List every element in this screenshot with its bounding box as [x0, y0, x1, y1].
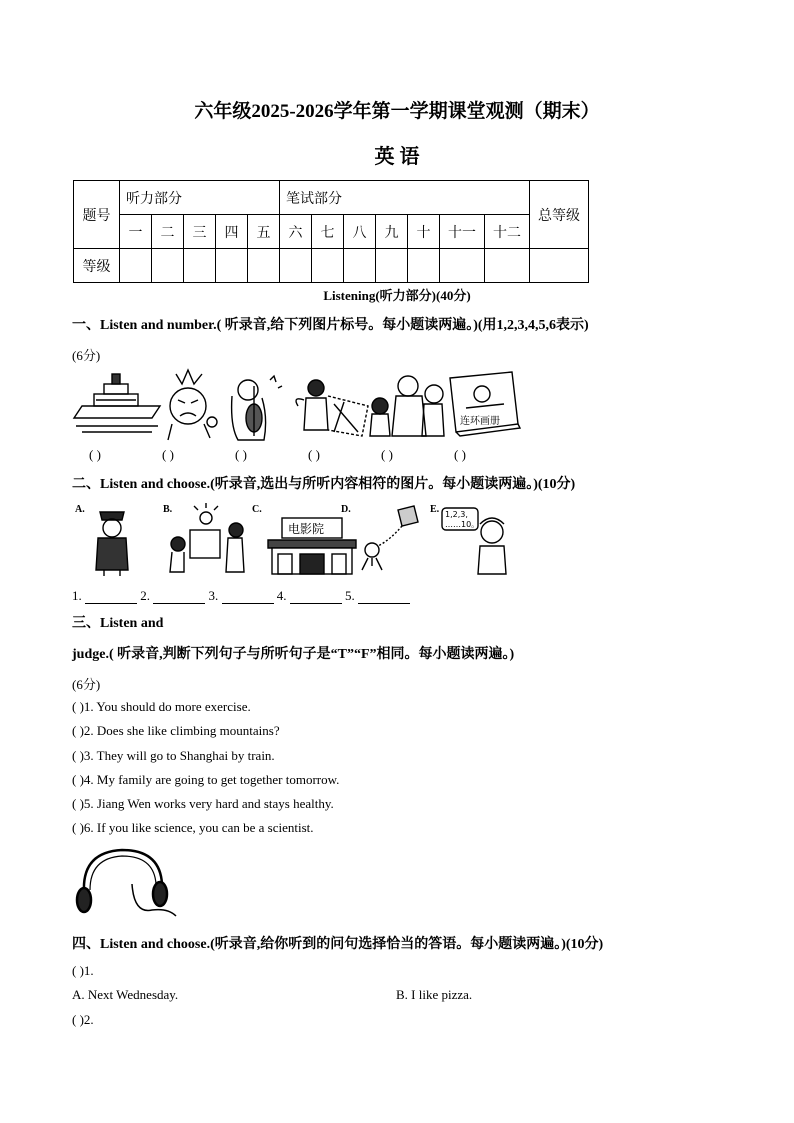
policeman-picture	[96, 512, 128, 576]
section2-title: 二、Listen and choose.(听录音,选出与所听内容相符的图片。每小题读两遍。)(10分)	[72, 477, 576, 492]
col-header: 三	[184, 215, 216, 249]
answer-blank[interactable]	[153, 591, 205, 604]
option-label: B.	[163, 504, 173, 515]
grade-cell[interactable]	[120, 249, 152, 283]
family-picture	[370, 376, 444, 436]
cinema-picture	[268, 518, 356, 574]
section3-item: ( )2. Does she like climbing mountains?	[72, 723, 280, 738]
section3-item: ( )1. You should do more exercise.	[72, 699, 251, 714]
col-header: 十一	[440, 215, 485, 249]
section1-title: 一、Listen and number.( 听录音,给下列图片标号。每小题读两遍。)(用1,2,3,4,5,6表示)	[72, 318, 589, 333]
col-header: 七	[312, 215, 344, 249]
blank-number: 4.	[276, 588, 287, 603]
grade-cell[interactable]	[312, 249, 344, 283]
col-header: 四	[216, 215, 248, 249]
col-header: 二	[152, 215, 184, 249]
subject-title: 英 语	[374, 146, 420, 168]
bubble-text-line1: 1,2,3,	[445, 510, 468, 519]
headphones-picture	[72, 844, 184, 920]
blank-number: 1.	[72, 588, 82, 603]
bubble-text-line2: ……10。	[445, 520, 480, 529]
answer-blank[interactable]	[358, 591, 410, 604]
section3-item: ( )6. If you like science, you can be a scientist.	[72, 820, 314, 835]
picture-book-picture	[450, 372, 520, 436]
grade-cell[interactable]	[376, 249, 408, 283]
label-grade: 等级	[74, 249, 120, 283]
headphones-icon	[77, 850, 176, 916]
option-label: D.	[341, 504, 351, 515]
col-header: 十	[408, 215, 440, 249]
fishing-net-picture	[296, 380, 368, 436]
answer-blank[interactable]	[85, 591, 137, 604]
label-question-number: 题号	[74, 181, 120, 249]
section3-title-line1: 三、Listen and	[72, 616, 164, 631]
grade-cell[interactable]	[408, 249, 440, 283]
cinema-sign-text: 电影院	[288, 522, 325, 536]
grade-cell[interactable]	[440, 249, 485, 283]
answer-blank[interactable]	[222, 591, 274, 604]
grade-cell[interactable]	[530, 249, 589, 283]
section3-title-line2: judge.( 听录音,判断下列句子与所听句子是“T”“F”相同。每小题读两遍。)	[72, 647, 515, 662]
section2-blanks	[72, 588, 410, 604]
section3-item: ( )5. Jiang Wen works very hard and stays healthy.	[72, 796, 334, 811]
option-label: E.	[430, 504, 440, 515]
answer-blank[interactable]	[290, 591, 342, 604]
grade-cell[interactable]	[152, 249, 184, 283]
listening-heading: Listening(听力部分)(40分)	[323, 288, 471, 303]
grade-cell[interactable]	[280, 249, 312, 283]
answer-bracket[interactable]: ( )	[89, 447, 101, 462]
counting-girl-picture	[442, 508, 506, 574]
score-table	[73, 180, 589, 283]
answer-bracket[interactable]: ( )	[381, 447, 393, 462]
angry-boy-picture	[168, 370, 217, 440]
written-part-header: 笔试部分	[280, 181, 530, 215]
section1-points: (6分)	[72, 348, 101, 363]
listening-part-header: 听力部分	[120, 181, 280, 215]
kite-boy-picture	[362, 506, 418, 570]
option-label: C.	[252, 504, 262, 515]
answer-bracket[interactable]: ( )	[235, 447, 247, 462]
answer-bracket[interactable]: ( )	[162, 447, 174, 462]
section4-question: ( )2.	[72, 1012, 94, 1027]
col-header: 十二	[485, 215, 530, 249]
option-label: A.	[75, 504, 85, 515]
section1-pictures	[72, 366, 522, 442]
blank-number: 2.	[140, 588, 150, 603]
book-cover-text: 连环画册	[460, 416, 500, 427]
grade-cell[interactable]	[485, 249, 530, 283]
section3-item: ( )4. My family are going to get together tomorrow.	[72, 772, 340, 787]
section4-title: 四、Listen and choose.(听录音,给你听到的问句选择恰当的答语。每小题读两遍。)(10分)	[72, 937, 604, 952]
answer-bracket[interactable]: ( )	[454, 447, 466, 462]
section4-option-a[interactable]: A. Next Wednesday.	[72, 987, 179, 1002]
children-painting-picture	[170, 503, 244, 572]
col-header: 六	[280, 215, 312, 249]
paper-title: 六年级2025-2026学年第一学期课堂观测（期末）	[194, 101, 600, 122]
col-header: 一	[120, 215, 152, 249]
grade-cell[interactable]	[344, 249, 376, 283]
section4-option-b[interactable]: B. I like pizza.	[396, 987, 473, 1002]
total-grade-header: 总等级	[530, 181, 589, 249]
blank-number: 5.	[345, 588, 355, 603]
section4-question: ( )1.	[72, 963, 94, 978]
section2-pictures	[72, 504, 522, 580]
section3-points: (6分)	[72, 677, 101, 692]
col-header: 五	[248, 215, 280, 249]
col-header: 九	[376, 215, 408, 249]
section3-item: ( )3. They will go to Shanghai by train.	[72, 748, 275, 763]
section1-brackets[interactable]	[89, 447, 527, 463]
grade-cell[interactable]	[184, 249, 216, 283]
grade-cell[interactable]	[248, 249, 280, 283]
col-header: 八	[344, 215, 376, 249]
violin-player-picture	[232, 376, 282, 440]
ship-picture	[74, 374, 160, 432]
grade-cell[interactable]	[216, 249, 248, 283]
blank-number: 3.	[208, 588, 219, 603]
answer-bracket[interactable]: ( )	[308, 447, 320, 462]
